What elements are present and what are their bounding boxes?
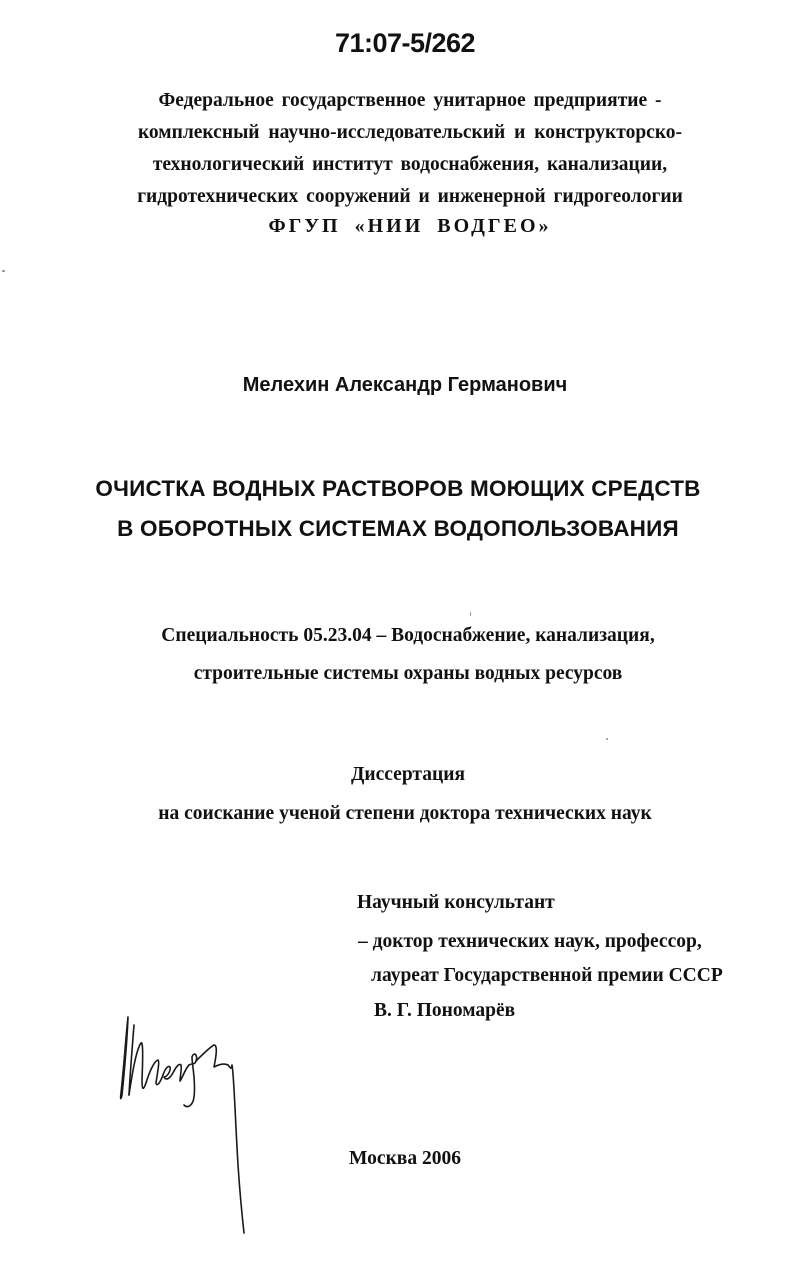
organization-line: Федеральное государственное унитарное предприятие - xyxy=(158,90,662,111)
consultant-award: лауреат Государственной премии СССР xyxy=(371,965,723,986)
organization-abbreviation: ФГУП «НИИ ВОДГЕО» xyxy=(268,215,552,237)
city-year: Москва 2006 xyxy=(349,1148,461,1169)
archive-code: 71:07-5/262 xyxy=(334,28,476,58)
organization-line: технологический институт водоснабжения, канализации, xyxy=(152,154,668,175)
scan-speck xyxy=(470,612,471,616)
dissertation-label: Диссертация xyxy=(350,764,466,785)
organization-line: комплексный научно-исследовательский и конструкторско- xyxy=(137,122,683,143)
specialty-line: строительные системы охраны водных ресурсов xyxy=(193,663,623,684)
degree-line: на соискание ученой степени доктора технических наук xyxy=(158,803,652,824)
scan-speck xyxy=(2,270,5,272)
handwritten-signature-icon xyxy=(110,1005,270,1240)
organization-line: гидротехнических сооружений и инженерной гидрогеологии xyxy=(137,186,683,207)
consultant-degree: – доктор технических наук, профессор, xyxy=(358,931,702,952)
title-line: В ОБОРОТНЫХ СИСТЕМАХ ВОДОПОЛЬЗОВАНИЯ xyxy=(117,516,679,541)
consultant-heading: Научный консультант xyxy=(357,892,555,913)
specialty-line: Специальность 05.23.04 – Водоснабжение, канализация, xyxy=(161,625,655,646)
author-name: Мелехин Александр Германович xyxy=(242,374,568,396)
scan-speck xyxy=(606,738,608,740)
title-line: ОЧИСТКА ВОДНЫХ РАСТВОРОВ МОЮЩИХ СРЕДСТВ xyxy=(95,476,701,501)
consultant-name: В. Г. Пономарёв xyxy=(374,1000,516,1021)
